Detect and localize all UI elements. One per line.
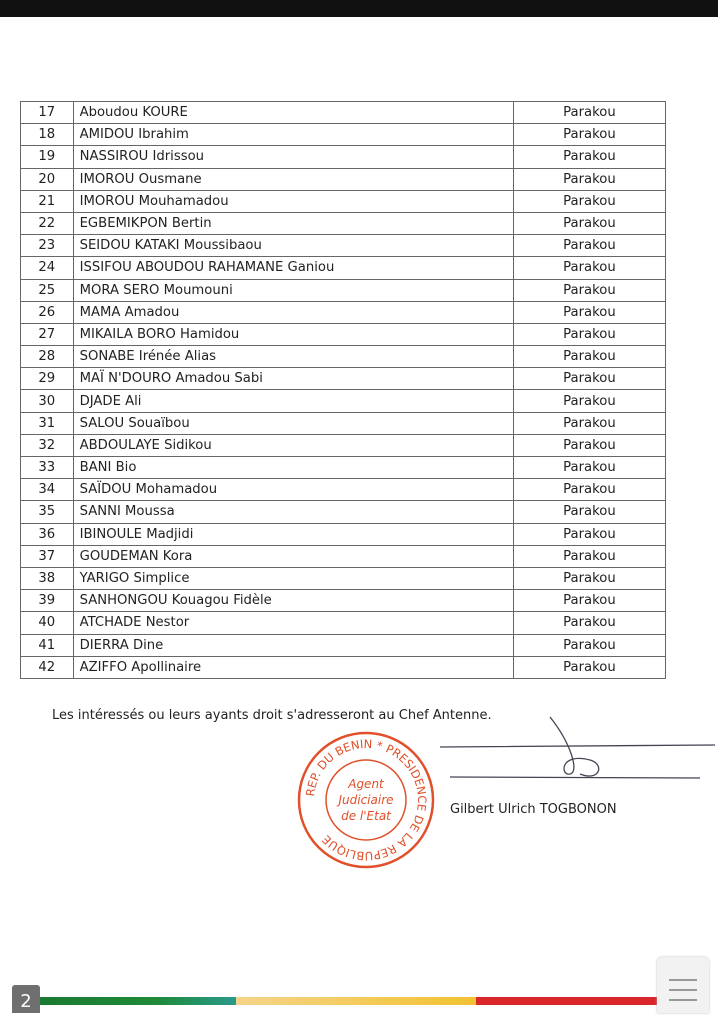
city: Parakou [513,390,665,412]
city: Parakou [513,656,665,678]
row-number: 25 [21,279,74,301]
menu-button[interactable] [657,957,709,1013]
person-name: DIERRA Dine [73,634,513,656]
table-row [21,257,666,279]
row-number: 24 [21,257,74,279]
person-name: IMOROU Mouhamadou [73,190,513,212]
row-number: 35 [21,501,74,523]
row-number: 40 [21,612,74,634]
person-name: SAÏDOU Mohamadou [73,479,513,501]
menu-icon [669,999,697,1001]
table-row [21,301,666,323]
city: Parakou [513,279,665,301]
person-name: EGBEMIKPON Bertin [73,212,513,234]
city: Parakou [513,168,665,190]
person-name: MIKAILA BORO Hamidou [73,323,513,345]
city: Parakou [513,412,665,434]
table-row [21,346,666,368]
city: Parakou [513,523,665,545]
row-number: 18 [21,124,74,146]
signature [430,712,718,792]
city: Parakou [513,190,665,212]
person-name: SANNI Moussa [73,501,513,523]
table-row [21,656,666,678]
table-row [21,612,666,634]
person-name: Aboudou KOURE [73,102,513,124]
row-number: 27 [21,323,74,345]
city: Parakou [513,457,665,479]
row-number: 26 [21,301,74,323]
row-number: 41 [21,634,74,656]
table-row [21,479,666,501]
row-number: 39 [21,590,74,612]
person-name: ISSIFOU ABOUDOU RAHAMANE Ganiou [73,257,513,279]
table-row [21,102,666,124]
table-row [21,545,666,567]
page-number: 2 [12,985,40,1013]
table-row [21,323,666,345]
city: Parakou [513,212,665,234]
signer-name: Gilbert Ulrich TOGBONON [450,802,617,817]
menu-icon [669,979,697,981]
city: Parakou [513,545,665,567]
city: Parakou [513,634,665,656]
row-number: 42 [21,656,74,678]
row-number: 38 [21,567,74,589]
table-row [21,212,666,234]
city: Parakou [513,235,665,257]
row-number: 17 [21,102,74,124]
person-name: YARIGO Simplice [73,567,513,589]
table-row [21,523,666,545]
person-name: IBINOULE Madjidi [73,523,513,545]
row-number: 21 [21,190,74,212]
person-name: IMOROU Ousmane [73,168,513,190]
table-row [21,634,666,656]
person-name: MAMA Amadou [73,301,513,323]
table-row [21,124,666,146]
city: Parakou [513,301,665,323]
row-number: 22 [21,212,74,234]
table-row [21,190,666,212]
city: Parakou [513,124,665,146]
stamp-ring-text: REP. DU BENIN * PRESIDENCE DE LA REPUBLIQUE [303,736,430,864]
city: Parakou [513,434,665,456]
stamp-text: Agent [348,777,384,791]
person-name: AMIDOU Ibrahim [73,124,513,146]
flag-stripe-yellow [236,997,476,1005]
person-name: ABDOULAYE Sidikou [73,434,513,456]
row-number: 19 [21,146,74,168]
city: Parakou [513,590,665,612]
table-row [21,390,666,412]
table-row [21,434,666,456]
person-name: SANHONGOU Kouagou Fidèle [73,590,513,612]
row-number: 34 [21,479,74,501]
table-row [21,168,666,190]
table-row [21,590,666,612]
beneficiaries-table [20,101,666,679]
person-name: SEIDOU KATAKI Moussibaou [73,235,513,257]
flag-stripe-red [476,997,657,1005]
city: Parakou [513,257,665,279]
city: Parakou [513,368,665,390]
person-name: ATCHADE Nestor [73,612,513,634]
city: Parakou [513,612,665,634]
menu-icon [669,989,697,991]
table-row [21,412,666,434]
table-row [21,457,666,479]
official-stamp [296,730,436,870]
stamp-text: de l'Etat [341,809,391,823]
row-number: 37 [21,545,74,567]
city: Parakou [513,146,665,168]
flag-stripe-green [40,997,236,1005]
table-row [21,567,666,589]
person-name: SALOU Souaïbou [73,412,513,434]
row-number: 32 [21,434,74,456]
city: Parakou [513,102,665,124]
row-number: 33 [21,457,74,479]
person-name: MORA SERO Moumouni [73,279,513,301]
city: Parakou [513,346,665,368]
row-number: 28 [21,346,74,368]
row-number: 20 [21,168,74,190]
stamp-text: Judiciaire [338,793,394,807]
row-number: 31 [21,412,74,434]
table-row [21,146,666,168]
city: Parakou [513,501,665,523]
city: Parakou [513,323,665,345]
row-number: 30 [21,390,74,412]
person-name: BANI Bio [73,457,513,479]
table-row [21,279,666,301]
person-name: SONABE Irénée Alias [73,346,513,368]
top-bar [0,0,718,17]
table-row [21,235,666,257]
row-number: 36 [21,523,74,545]
table-row [21,501,666,523]
row-number: 29 [21,368,74,390]
person-name: GOUDEMAN Kora [73,545,513,567]
closing-note: Les intéressés ou leurs ayants droit s'adresseront au Chef Antenne. [52,708,492,723]
city: Parakou [513,567,665,589]
city: Parakou [513,479,665,501]
person-name: NASSIROU Idrissou [73,146,513,168]
person-name: DJADE Ali [73,390,513,412]
row-number: 23 [21,235,74,257]
person-name: AZIFFO Apollinaire [73,656,513,678]
person-name: MAÏ N'DOURO Amadou Sabi [73,368,513,390]
table-row [21,368,666,390]
